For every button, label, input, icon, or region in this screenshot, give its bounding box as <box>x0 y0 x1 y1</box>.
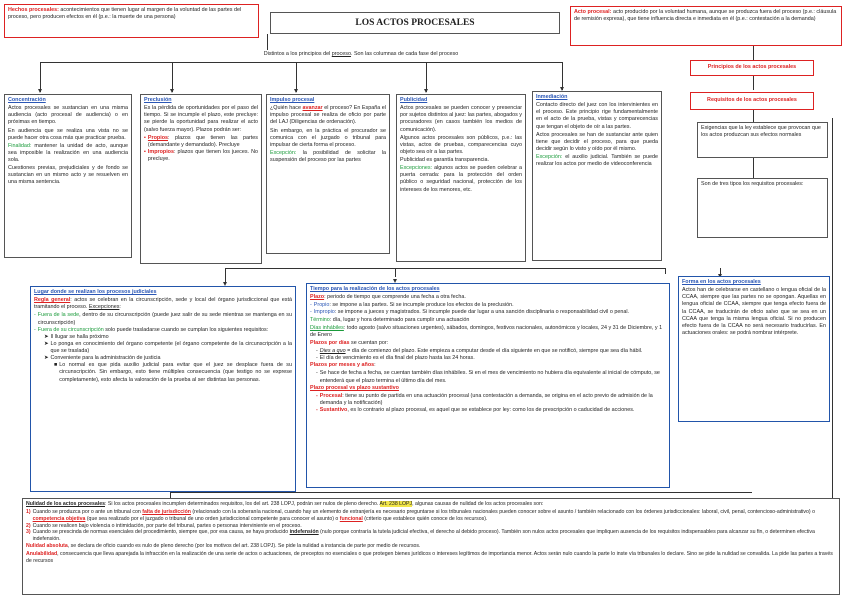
impulso-title: Impulso procesal <box>270 97 315 103</box>
requisitos-box: Exigencias que la ley establece que provocan que los actos produzcan sus efectos normales <box>697 122 828 158</box>
connector <box>395 268 396 277</box>
list-item: ➤ Lo ponga en conocimiento del órgano competente (el órgano competente de la circunscripción a la que se traslada) <box>44 340 292 354</box>
requisitos-title: Requisitos de los actos procesales <box>707 97 797 104</box>
acto-procesal-box <box>570 6 842 46</box>
acto-label: Acto procesal: <box>574 9 612 15</box>
arrow-icon <box>294 89 298 93</box>
list-item: ▪ Impropios: plazos que tienen los jueces. No precluye. <box>144 148 258 162</box>
inmediacion-box: Inmediación Contacto directo del juez con los intervinientes en el proceso. Este principio rige fundamentalmente en el acto de la prueba, vistas y comparecencias que tengan el objeto de oír a las partes. Actos procesales se han de sustanciar ante quien tiene que decidir el proceso, para que pueda decidir según lo visto y oído por él mismo. Excepción: el auxilio judicial. También se puede realizar los actos por medio de videoconferencia <box>532 91 662 261</box>
nulidad-box: Nulidad de los actos procesales: Si los actos procesales incumplen determinados requisitos, los del art. 238 LOPJ, podrán ser nulos de pleno derecho. Art. 238 LOPJ, algunas causas de nulidad de los actos procesales son: 1) Cuando se produzca por o ante un tribunal con falta de jurisdicción (relacionado con la soberanía nacional, cuando hay un elemento de extranjería es necesario preguntarse si los tribunales nacionales pueden conocer sobre el asunto / también relacionado con los órdenes jurisdiccionales: laboral, civil, penal, contencioso-administrativo) o competencia objetiva (que sea realizado por el juzgado o tribunal de uno orden jurisdiccional competente para conocer el asunto) o funcional (criterio que establece quién conoce de los recursos). 2) Cuando se realicen bajo violencia o intimidación, por parte del tribunal, partes o personas interviniente en el proceso. 3) Cuando se prescinda de normas esenciales del procedimiento, siempre que, por esa causa, se haya producido indefensión (nulo porque contraría la tutela judicial efectiva, el derecho al debido proceso). También son nulos actos procesales que impliquen ausencia de los requisitos indispensables para alcanzar su fin, o determinen efectiva indefensión. Nulidad absoluta, se declara de oficio cuando es nulo de pleno derecho (por los motivos del art. 238 LOPJ). Se pide la nulidad a instancia de parte por medio de recursos. Anulabilidad, consecuencia que lleva aparejada la infracción en la realización de una serie de actos o actuaciones, de preceptos no esenciales o que protegen bienes jurídicos o intereses legítimos de importancia menor. Actos serán nulo cuando la parte lo inste vía tribunales lo declare. Sino se pide la nulidad se convalida. La pide las partes a través de recursos <box>22 498 840 595</box>
lugar-box: Lugar donde se realizan los procesos judiciales Regla general: actos se celebran en la circunscripción, sede y local del órgano jurisdiccional que está tramitando el proceso. Excepciones: - Fuera de la sede, dentro de su circunscripción (puede juez salir de su sede mientras se mantenga en su circunscripción) - Fuera de su circunscripción solo puede trasladarse cuando se cumplan los siguientes requisitos: ➤ Il llugar se halla próximo ➤ Lo ponga en conocimiento del órgano competente (el órgano competente de la circunscripción a la que se traslada) ➤ Conveniente para la administración de justicia ■ Lo normal es que pida auxilio judicial para evitar que el juez se desplace fuera de su circunscripción. Sin embargo, esto tiene múltiples consecuencia (que testigo no se exprese completamente), esto afecta la valoración de la prueba al ser distintas las personas. <box>30 286 296 492</box>
requisitos-tipos-box: Son de tres tipos los requisitos procesales: <box>697 178 828 238</box>
inmediacion-title: Inmediación <box>536 94 568 100</box>
arrow-icon <box>424 89 428 93</box>
connector <box>40 62 41 92</box>
connector <box>267 34 268 50</box>
list-item: - El día de vencimiento es el día final del plazo hasta las 24 horas. <box>316 355 475 362</box>
list-item: ■ Lo normal es que pida auxilio judicial para evitar que el juez se desplace fuera de su circunscripción. Sin embargo, esto tiene múltiples consecuencia (que testigo no se exprese completamente), esto afecta la valoración de la prueba al ser distintas las personas. <box>54 362 292 383</box>
list-item: ➤ Conveniente para la administración de justicia <box>44 355 161 362</box>
tiempo-box: Tiempo para la realización de los actos procesales Plazo: periodo de tiempo que comprende una fecha a otra fecha. - Propio: se impone a las partes. Si se incumple produce los efectos de la preclusión. - Impropio: se impone a jueces y magistrados. Si incumple puede dar lugar a una sanción disciplinaria o responsabilidad civil o penal. Término: día, lugar y hora determinado para cumplir una actuación Días inhábiles: todo agosto (salvo situaciones urgentes), sábados, domingos, festivos nacionales, autonómicos y locales, 24 y 31 de Diciembre, y 1 de Enero Plazos por días se cuentan por: - Dies a quo = día de comienzo del plazo. Este empieza a computar desde el día siguiente en que se notificó, siempre que sea día hábil. - El día de vencimiento es el día final del plazo hasta las 24 horas. Plazos por meses y años: - Se hace de fecha a fecha, se cuentan también días inhábiles. Si en el mes de vencimiento no hubiera día equivalente al inicial de cómputo, se entenderá que el plazo termina el último día del mes. Plazo procesal vs plazo sustantivo - Procesal: tiene su punto de partida en una actuación procesal (una contestación a demanda, se origina en el acto previo de admisión de la demanda y la notificación) - Sustantivo, es lo contrario al plazo procesal, es aquel que se establece por ley: como los de prescripción o caducidad de acciones. <box>306 283 670 488</box>
connector <box>753 158 754 178</box>
concentracion-box: Concentración Actos procesales se sustancian en una misma audiencia (acto procesal de audiencia) o en próximas en tiempo. En audiencia que se realiza una vista no se puede hacer otra cosa más que practicar prueba. Finalidad: mantener la unidad de acto, aunque sea imposible la realización en una audiencia sola. Cuestiones previas, prejudiciales y de fondo se sustancian en un mismo acto y se resuelven en una misma sentencia. <box>4 94 132 258</box>
connector <box>426 62 427 92</box>
connector <box>225 268 226 276</box>
connector <box>40 62 562 63</box>
forma-box: Forma en los actos procesales Actos han de celebrarse en castellano o lengua oficial de la CCAA, siempre que las partes no se opongan. Aquellas en lengua oficial de CCAA, siempre que tenga efecto fuera de la CCAA, se traducirán de oficio salvo que se sea en un CCAA que tenga la misma lengua oficial. Si no producen efecto fuera de la CCAA no será necesario traducirlas. En actuaciones orales: se podrá nombrar intérprete. <box>678 276 830 422</box>
page-title: LOS ACTOS PROCESALES <box>355 17 475 28</box>
list-item: - Se hace de fecha a fecha, se cuentan también días inhábiles. Si en el mes de vencimiento no hubiera día equivalente al inicial de cómputo, se entenderá que el plazo termina el último día del mes. <box>316 370 660 384</box>
connector <box>172 62 173 92</box>
tiempo-title: Tiempo para la realización de los actos procesales <box>310 286 440 292</box>
arrow-icon <box>170 89 174 93</box>
list-item: - Fuera de su circunscripción solo puede trasladarse cuando se cumplan los siguientes requisitos: <box>34 326 269 333</box>
connector <box>296 62 297 92</box>
principios-actos-box <box>690 60 814 76</box>
connector <box>225 268 666 269</box>
list-item: - Sustantivo, es lo contrario al plazo procesal, es aquel que se establece por ley: como los de prescripción o caducidad de acciones. <box>316 407 635 413</box>
requisitos-title-box <box>690 92 814 110</box>
list-item: - Dies a quo = día de comienzo del plazo. Este empieza a computar desde el día siguiente en que se notificó, siempre que sea día hábil. <box>316 348 643 354</box>
publicidad-title: Publicidad <box>400 97 428 103</box>
connector <box>753 46 754 60</box>
list-item: - Propio: se impone a las partes. Si se incumple produce los efectos de la preclusión. <box>310 302 514 309</box>
list-item: 1) Cuando se produzca por o ante un tribunal con falta de jurisdicción (relacionado con la soberanía nacional, cuando hay un elemento de extranjería es necesario preguntarse si los tribunales nacionales pueden conocer sobre el asunto / también relacionado con los órdenes jurisdiccionales: laboral, civil, penal, contencioso-administrativo) o competencia objetiva (que sea realizado por el juzgado o tribunal de uno orden jurisdiccional competente para conocer el asunto) o funcional (criterio que establece quién conoce de los recursos). <box>26 508 815 522</box>
title-box <box>270 12 560 34</box>
concentracion-title: Concentración <box>8 97 46 103</box>
connector <box>832 118 833 498</box>
connector <box>170 492 752 493</box>
publicidad-box: Publicidad Actos procesales se pueden conocer y presenciar por sujetos distintos al juez: las partes, abogados y procuradores (en casos también los medios de comunicación). Algunos actos procesales son públicos, p.e.: las vistas, actos de pruebas, comparecencias cuyo objeto sea oír a las partes. Publicidad es garantía transparencia. Excepciones: algunos actos se pueden celebrar a puerta cerrada: para la protección del orden público o seguridad nacional, protección de los intereses de los menores, etc. <box>396 94 526 262</box>
connector <box>753 110 754 122</box>
forma-title: Forma en los actos procesales <box>682 279 761 285</box>
principios-actos-label: Principios de los actos procesales <box>707 64 797 71</box>
impulso-box: Impulso procesal ¿Quién hace avanzar el proceso? En España el impulso procesal se realiza de oficio por parte del LAJ (Diligencias de ordenación). Sin embargo, en la práctica el procurador se comunica con el juzgado o tribunal para impulsar de cierta forma el proceso. Excepción: la posibilidad de solicitar la suspensión del proceso por las partes <box>266 94 390 254</box>
list-item: ➤ Il llugar se halla próximo <box>44 333 109 340</box>
hechos-procesales-box <box>4 4 259 38</box>
preclusion-title: Preclusión <box>144 97 172 103</box>
list-item: - Impropio: se impone a jueces y magistrados. Si incumple puede dar lugar a una sanción disciplinaria o responsabilidad civil o penal. <box>310 309 630 316</box>
distintos-note: Distintos a los principios del proceso. Son las columnas de cada fase del proceso <box>263 51 459 57</box>
list-item: ▪ Propios: plazos que tienen las partes (demandante y demandado). Precluye <box>144 134 258 148</box>
acto-text: acto producido por la voluntad humana, aunque se produzca fuera del proceso (p.e.: cláusula de remisión expresa), que tiene influencia directa e inmediata en él (p.e.: contestación a la demanda) <box>574 9 837 23</box>
list-item: - Fuera de la sede, dentro de su circunscripción (puede juez salir de su sede mientras se mantenga en su circunscripción) <box>34 312 292 326</box>
hechos-text: acontecimientos que tienen lugar al margen de la voluntad de las partes del proceso, pero producen efectos en él (p.e.: la muerte de una persona) <box>8 7 242 21</box>
list-item: 3) Cuando se prescinda de normas esenciales del procedimiento, siempre que, por esa causa, se haya producido indefensión (nulo porque contraría la tutela judicial efectiva, el derecho al debido proceso). También son nulos actos procesales que impliquen ausencia de los requisitos indispensables para alcanzar su fin, o determinen efectiva indefensión. <box>26 529 815 543</box>
list-item: 2) Cuando se realicen bajo violencia o intimidación, por parte del tribunal, partes o personas interviniente en el proceso. <box>26 522 302 529</box>
lugar-title: Lugar donde se realizan los procesos judiciales <box>34 289 157 295</box>
list-item: - Procesal: tiene su punto de partida en una actuación procesal (una contestación a demanda, se origina en el acto previo de admisión de la demanda y la notificación) <box>316 392 653 406</box>
arrow-icon <box>38 89 42 93</box>
hechos-label: Hechos procesales: <box>8 7 59 13</box>
preclusion-box: Preclusión Es la pérdida de oportunidades por el paso del tiempo. Si se incumple el plazo, este precluye: se pierde la oportunidad para realizar el acto (salvo fuerza mayor). Plazos podrán ser: ▪ Propios: plazos que tienen las partes (demandante y demandado). Precluye ▪ Impropios: plazos que tienen los jueces. No precluye. <box>140 94 262 264</box>
connector <box>562 62 563 90</box>
connector <box>753 76 754 90</box>
